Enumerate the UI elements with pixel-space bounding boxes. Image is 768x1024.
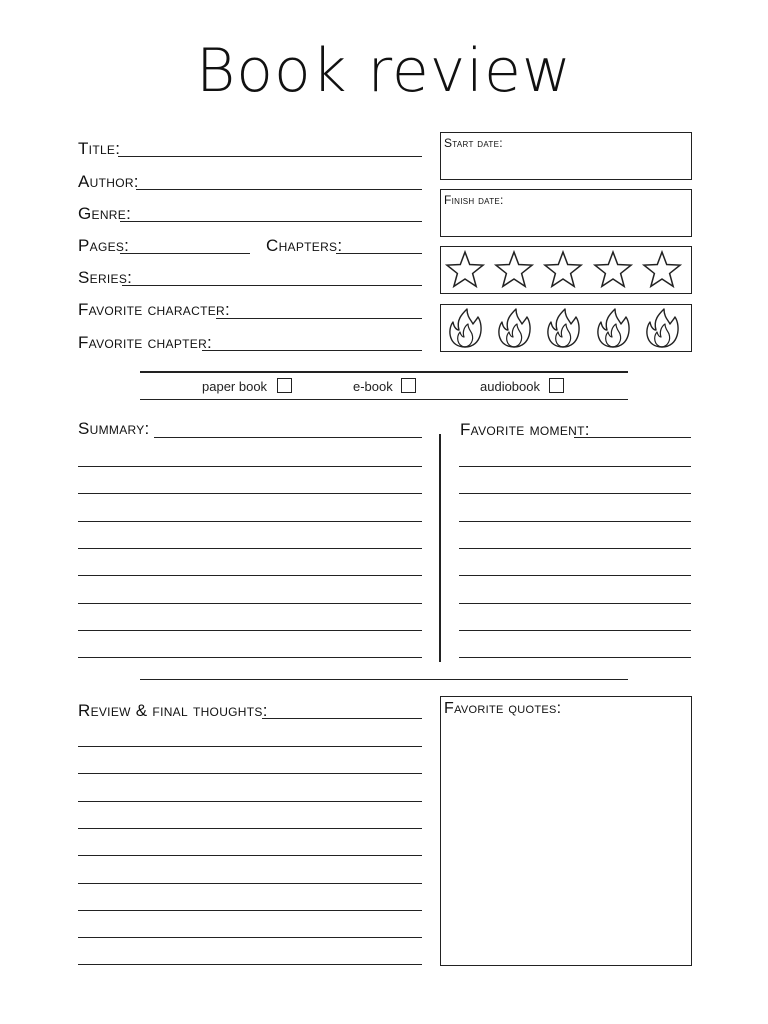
star-icon[interactable] <box>545 252 581 286</box>
finish-date-box[interactable] <box>440 189 692 237</box>
chapters-label: Chapters: <box>266 236 343 255</box>
genre-field[interactable] <box>120 221 422 222</box>
star-icon[interactable] <box>447 252 483 286</box>
review-label: Review & final thoughts: <box>78 701 268 720</box>
review-line[interactable] <box>78 801 422 802</box>
summary-line[interactable] <box>78 630 422 631</box>
spice-rating-box <box>440 304 692 352</box>
author-field[interactable] <box>136 189 422 190</box>
spice-rating <box>441 305 691 351</box>
review-line[interactable] <box>78 773 422 774</box>
favorite-chapter-label: Favorite chapter: <box>78 333 213 352</box>
star-rating <box>441 247 691 293</box>
favorite-moment-line[interactable] <box>459 493 691 494</box>
page-title: Book review <box>196 36 572 106</box>
start-date-box[interactable] <box>440 132 692 180</box>
checkbox-paper-book[interactable] <box>277 378 292 393</box>
author-label: Author: <box>78 172 139 191</box>
summary-label: Summary: <box>78 419 150 438</box>
favorite-quotes-label: Favorite quotes: <box>444 700 562 717</box>
format-bottom-divider <box>140 399 628 400</box>
title-field[interactable] <box>118 156 422 157</box>
format-label-audiobook: audiobook <box>480 379 540 394</box>
summary-line[interactable] <box>78 521 422 522</box>
review-first-line[interactable] <box>262 718 422 719</box>
favorite-character-field[interactable] <box>216 318 422 319</box>
favorite-moment-line[interactable] <box>459 603 691 604</box>
flame-icon[interactable] <box>450 309 481 347</box>
series-field[interactable] <box>122 285 422 286</box>
summary-line[interactable] <box>78 603 422 604</box>
favorite-chapter-field[interactable] <box>202 350 422 351</box>
checkbox-audiobook[interactable] <box>549 378 564 393</box>
star-icon[interactable] <box>496 252 532 286</box>
favorite-moment-line[interactable] <box>459 548 691 549</box>
genre-label: Genre: <box>78 204 132 223</box>
series-label: Series: <box>78 268 133 287</box>
summary-first-line[interactable] <box>154 437 422 438</box>
finish-date-label: Finish date: <box>444 193 504 207</box>
pages-field[interactable] <box>120 253 250 254</box>
favorite-character-label: Favorite character: <box>78 300 230 319</box>
review-line[interactable] <box>78 746 422 747</box>
review-line[interactable] <box>78 964 422 965</box>
format-top-divider <box>140 371 628 373</box>
favorite-moment-line[interactable] <box>459 466 691 467</box>
favorite-moment-label: Favorite moment: <box>460 420 590 439</box>
checkbox-e-book[interactable] <box>401 378 416 393</box>
favorite-moment-first-line[interactable] <box>574 437 691 438</box>
format-label-e-book: e-book <box>353 379 393 394</box>
summary-line[interactable] <box>78 548 422 549</box>
review-line[interactable] <box>78 855 422 856</box>
column-divider <box>439 434 441 662</box>
flame-icon[interactable] <box>598 309 629 347</box>
summary-line[interactable] <box>78 466 422 467</box>
pages-label: Pages: <box>78 236 130 255</box>
favorite-moment-line[interactable] <box>459 630 691 631</box>
format-label-paper-book: paper book <box>202 379 268 394</box>
review-line[interactable] <box>78 937 422 938</box>
review-line[interactable] <box>78 828 422 829</box>
favorite-quotes-box[interactable] <box>440 696 692 966</box>
summary-line[interactable] <box>78 575 422 576</box>
flame-icon[interactable] <box>548 309 579 347</box>
flame-icon[interactable] <box>499 309 530 347</box>
favorite-moment-line[interactable] <box>459 575 691 576</box>
title-label: Title: <box>78 139 121 158</box>
star-icon[interactable] <box>644 252 680 286</box>
summary-line[interactable] <box>78 657 422 658</box>
chapters-field[interactable] <box>336 253 422 254</box>
review-line[interactable] <box>78 910 422 911</box>
favorite-moment-line[interactable] <box>459 657 691 658</box>
section-divider <box>140 679 628 680</box>
flame-icon[interactable] <box>647 309 678 347</box>
favorite-moment-line[interactable] <box>459 521 691 522</box>
star-rating-box <box>440 246 692 294</box>
star-icon[interactable] <box>595 252 631 286</box>
start-date-label: Start date: <box>444 136 503 150</box>
review-line[interactable] <box>78 883 422 884</box>
summary-line[interactable] <box>78 493 422 494</box>
